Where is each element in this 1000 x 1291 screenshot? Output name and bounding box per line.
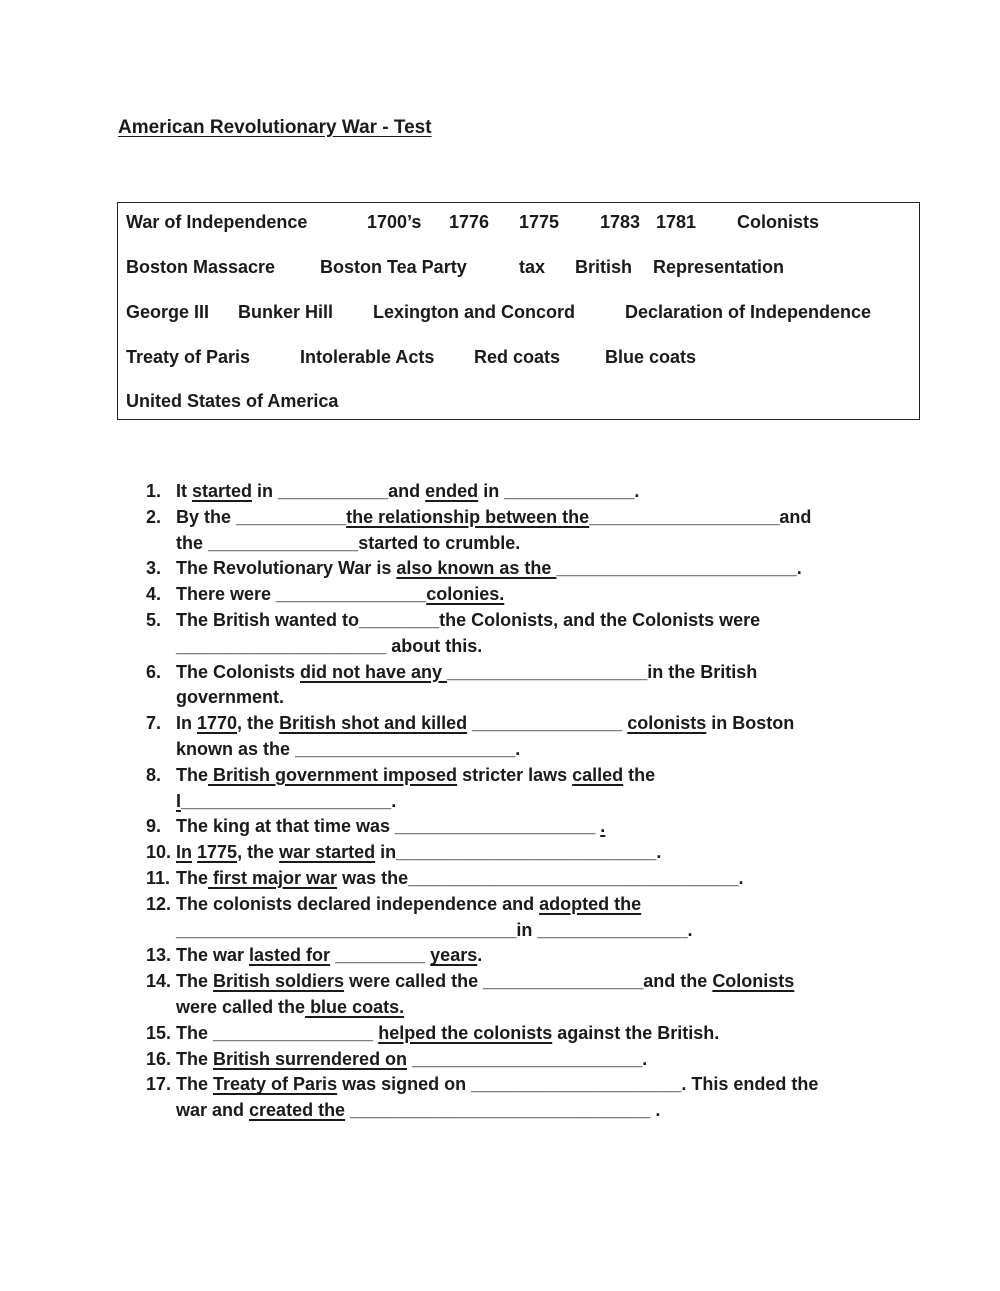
question-text: the [623, 764, 656, 785]
word-bank-item: Representation [653, 257, 785, 277]
word-bank-item: Lexington and Concord [373, 302, 575, 322]
question-text: war and [176, 1100, 250, 1121]
question-number: 17. [146, 1074, 172, 1095]
question-text: first major war [208, 867, 338, 888]
answer-blank[interactable]: __________________________. [396, 842, 662, 863]
question-item [146, 608, 906, 660]
answer-blank[interactable]: _______________ [467, 713, 628, 734]
question-number: 12. [146, 893, 172, 914]
question-text: The [176, 764, 209, 785]
question-text: in the British [647, 661, 758, 682]
question-text: , the [237, 713, 280, 734]
question-list [146, 479, 906, 1124]
question-item [146, 711, 906, 763]
word-bank-item: tax [519, 257, 546, 277]
question-text: Treaty of Paris [213, 1074, 338, 1095]
question-line [176, 1072, 906, 1098]
question-text: The [176, 1048, 214, 1069]
answer-blank[interactable]: ___________ [278, 481, 389, 501]
question-text: the Colonists, and the Colonists were [439, 609, 761, 630]
question-text: . This ended the [681, 1074, 819, 1095]
question-number: 5. [146, 609, 162, 630]
word-bank-item: Red coats [474, 347, 561, 367]
question-item [146, 556, 906, 582]
answer-blank[interactable]: ____________________ [395, 816, 601, 837]
answer-blank[interactable]: _____________________ [181, 790, 392, 811]
question-text: , the [237, 842, 280, 863]
question-text: did not have any [300, 661, 448, 682]
question-text: helped the colonists [378, 1022, 553, 1043]
question-line [176, 1047, 906, 1073]
question-text: The Revolutionary War is [176, 558, 397, 579]
question-line [176, 840, 906, 866]
question-item [146, 1047, 906, 1073]
question-item [146, 582, 906, 608]
question-line [176, 814, 906, 840]
question-number: 7. [146, 713, 162, 734]
question-text: and [388, 481, 426, 501]
question-text: It [176, 481, 192, 501]
word-bank-item: 1775 [519, 212, 560, 232]
question-line [176, 505, 906, 531]
word-bank-item: 1783 [600, 212, 641, 232]
question-text: blue coats. [305, 996, 405, 1017]
question-text: about this. [386, 635, 483, 656]
question-text: lasted for [249, 945, 331, 966]
word-bank-item: British [575, 257, 633, 277]
question-line [176, 711, 906, 737]
question-item [146, 866, 906, 892]
question-text: 1775 [197, 842, 238, 863]
question-text: colonies. [426, 584, 505, 605]
question-number: 8. [146, 764, 162, 785]
question-number: 14. [146, 971, 172, 992]
question-text: British soldiers [213, 971, 345, 992]
question-number: 16. [146, 1048, 172, 1069]
question-line [176, 995, 906, 1021]
question-line [176, 969, 906, 995]
question-text: called [572, 764, 624, 785]
answer-blank[interactable]: _______________ [276, 584, 427, 605]
question-text: British government imposed [208, 764, 458, 785]
question-line [176, 737, 906, 763]
question-line [176, 1098, 906, 1124]
question-text: The [176, 1022, 214, 1043]
question-number: 1. [146, 481, 162, 501]
question-line [176, 789, 906, 815]
question-text: in [375, 842, 397, 863]
word-bank [117, 202, 920, 420]
answer-blank[interactable]: ___________________ [589, 506, 780, 527]
question-item [146, 814, 906, 840]
question-item [146, 505, 906, 557]
question-number: 15. [146, 1022, 172, 1043]
answer-blank[interactable]: ________________ [483, 971, 644, 992]
question-text: years [430, 945, 478, 966]
question-number: 11. [146, 867, 171, 888]
answer-blank[interactable]: ______________________________ . [345, 1100, 661, 1121]
answer-blank[interactable]: _________________________________. [408, 867, 744, 888]
question-text: Colonists [712, 971, 795, 992]
question-item [146, 840, 906, 866]
answer-blank[interactable]: ________________________ [556, 558, 797, 579]
question-text: There were [176, 584, 277, 605]
question-text: . [477, 945, 483, 966]
question-text: I [176, 790, 182, 811]
question-text: . [391, 790, 397, 811]
word-bank-item: Bunker Hill [238, 302, 334, 322]
answer-blank[interactable]: _______________ [208, 532, 359, 553]
question-text: The [176, 971, 214, 992]
question-line [176, 608, 906, 634]
question-text: ended [425, 481, 479, 501]
word-bank-item: Colonists [737, 212, 820, 232]
question-text: the [176, 532, 209, 553]
question-line [176, 892, 906, 918]
answer-blank[interactable]: ___________ [236, 506, 347, 527]
question-text: were called the [176, 996, 306, 1017]
question-text: in Boston [706, 713, 795, 734]
answer-blank[interactable]: _____________________ [176, 635, 387, 656]
question-text: British surrendered on [213, 1048, 408, 1069]
question-item [146, 479, 906, 505]
question-number: 9. [146, 816, 162, 837]
question-number: 3. [146, 558, 162, 579]
question-text: 1770 [197, 713, 238, 734]
question-text: The [176, 1074, 214, 1095]
question-number: 10. [146, 842, 172, 863]
answer-blank[interactable]: ________________ [213, 1022, 379, 1043]
question-text: adopted the [539, 893, 642, 914]
question-text: The colonists declared independence and [176, 893, 540, 914]
question-text: The British wanted to [176, 609, 360, 630]
question-text: against the British. [552, 1022, 720, 1043]
answer-blank[interactable]: _______________________. [407, 1048, 648, 1069]
question-text: In [176, 842, 192, 863]
question-item [146, 892, 906, 944]
question-text: also known as the [396, 558, 557, 579]
question-text: By the [176, 506, 237, 527]
question-text: war started [279, 842, 376, 863]
question-text: and the [643, 971, 713, 992]
word-bank-item: Boston Massacre [126, 257, 276, 277]
word-bank-item: 1781 [656, 212, 697, 232]
question-text: the relationship between the [346, 506, 590, 527]
question-text: In [176, 713, 197, 734]
question-text: known as the [176, 738, 296, 759]
question-item [146, 1021, 906, 1047]
question-line [176, 479, 906, 505]
question-text: . [796, 558, 802, 579]
question-item [146, 660, 906, 712]
question-text: in [478, 481, 505, 501]
question-line [176, 660, 906, 686]
question-text: The [176, 867, 209, 888]
word-bank-item: Intolerable Acts [300, 347, 435, 367]
question-line [176, 943, 906, 969]
word-bank-item: George III [126, 302, 210, 322]
answer-blank[interactable]: _____________. [504, 481, 640, 501]
question-line [176, 1021, 906, 1047]
word-bank-item: 1700’s [367, 212, 422, 232]
question-line [176, 866, 906, 892]
question-text: . [600, 816, 606, 837]
word-bank-item: War of Independence [126, 212, 308, 232]
question-text: stricter laws [457, 764, 573, 785]
question-text: started to crumble. [358, 532, 521, 553]
page-title: American Revolutionary War - Test [118, 117, 432, 138]
question-text: and [779, 506, 812, 527]
answer-blank[interactable]: __________________________________in _______________. [176, 919, 693, 940]
answer-blank[interactable]: _____________________ [471, 1074, 682, 1095]
question-item [146, 969, 906, 1021]
question-item [146, 943, 906, 969]
question-line [176, 918, 906, 944]
question-text: government. [176, 687, 285, 708]
question-text: British shot and killed [279, 713, 468, 734]
question-line [176, 556, 906, 582]
word-bank-item: 1776 [449, 212, 490, 232]
question-text: The Colonists [176, 661, 301, 682]
question-text: The king at that time was [176, 816, 396, 837]
question-line [176, 634, 906, 660]
question-text: started [192, 481, 253, 501]
question-item [146, 1072, 906, 1124]
question-line [176, 531, 906, 557]
answer-blank[interactable]: ________ [359, 609, 440, 630]
word-bank-item: Blue coats [605, 347, 697, 367]
answer-blank[interactable]: ____________________ [447, 661, 648, 682]
word-bank-item: Treaty of Paris [126, 347, 251, 367]
question-line [176, 582, 906, 608]
word-bank-item: United States of America [126, 391, 339, 411]
word-bank-item: Boston Tea Party [320, 257, 467, 277]
question-line [176, 763, 906, 789]
question-text: colonists [627, 713, 707, 734]
question-text: created the [249, 1100, 346, 1121]
question-number: 6. [146, 661, 162, 682]
question-number: 2. [146, 506, 162, 527]
question-text: was the [337, 867, 409, 888]
question-number: 13. [146, 945, 172, 966]
word-bank-item: Declaration of Independence [625, 302, 872, 322]
question-number: 4. [146, 584, 162, 605]
answer-blank[interactable]: _________ [330, 945, 431, 966]
question-text: were called the [344, 971, 484, 992]
question-line [176, 685, 906, 711]
question-text: was signed on [337, 1074, 472, 1095]
answer-blank[interactable]: ______________________. [295, 738, 521, 759]
question-text: in [252, 481, 279, 501]
question-text: The war [176, 945, 250, 966]
question-item [146, 763, 906, 815]
